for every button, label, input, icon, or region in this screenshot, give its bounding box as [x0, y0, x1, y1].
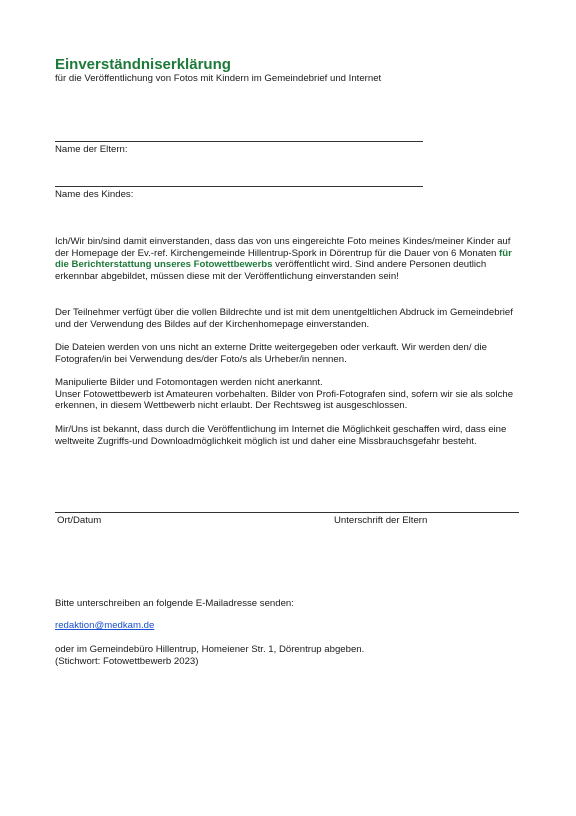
internet-risk-paragraph: Mir/Uns ist bekannt, dass durch die Veröffentlichung im Internet die Möglichkeit geschaffen wird, dass eine weltweite Zugriffs-und Downloadmöglichkeit möglich ist und daher eine Missbrauchsgefahr besteht.: [55, 424, 507, 447]
rules-line-manipulation: Manipulierte Bilder und Fotomontagen werden nicht anerkannt.: [55, 377, 323, 388]
consent-paragraph: [55, 236, 523, 282]
child-name-label: Name des Kindes:: [55, 189, 134, 200]
rights-paragraph: Der Teilnehmer verfügt über die vollen Bildrechte und ist mit dem unentgeltlichen Abdruck im Gemeindebrief und der Verwendung des Bildes auf der Kirchenhomepage einverstanden.: [55, 307, 513, 330]
rules-line-amateurs: Unser Fotowettbewerb ist Amateuren vorbehalten. Bilder von Profi-Fotografen sind, sofern wir sie als solche erkennen, in diesem Wettbewerb nicht erlaubt. Der Rechtsweg ist ausgeschlossen.: [55, 388, 514, 411]
page-title: Einverständniserklärung: [55, 56, 231, 73]
child-name-line[interactable]: [55, 186, 423, 187]
office-dropoff-text: oder im Gemeindebüro Hillentrup, Homeiener Str. 1, Dörentrup abgeben.: [55, 644, 365, 655]
send-instruction: Bitte unterschreiben an folgende E-Mailadresse senden:: [55, 598, 294, 609]
page-subtitle: für die Veröffentlichung von Fotos mit Kindern im Gemeindebrief und Internet: [55, 73, 382, 84]
keyword-text: (Stichwort: Fotowettbewerb 2023): [55, 656, 199, 667]
consent-text-end: veröffentlicht wird. Sind andere Personen deutlich erkennbar abgebildet, müssen diese mit der Veröffentlichung einverstanden sein!: [55, 259, 487, 282]
parents-name-line[interactable]: [55, 141, 423, 142]
parents-name-label: Name der Eltern:: [55, 144, 128, 155]
parents-signature-label: Unterschrift der Eltern: [334, 515, 428, 526]
consent-text-start: Ich/Wir bin/sind damit einverstanden, dass das von uns eingereichte Foto meines Kindes/meiner Kinder auf der Homepage der Ev.-ref. Kirchengemeinde Hillentrup-Spork in Dörentrup für die Dauer von 6 Monaten: [55, 236, 511, 259]
rules-paragraph: [55, 377, 523, 412]
email-link[interactable]: redaktion@medkam.de: [55, 620, 155, 631]
contest-highlight: für die Berichterstattung unseres Fotowettbewerbs: [55, 247, 512, 270]
signature-line[interactable]: [55, 512, 519, 513]
distribution-paragraph: Die Dateien werden von uns nicht an externe Dritte weitergegeben oder verkauft. Wir werden den/ die Fotografen/in bei Verwendung des/der Foto/s als Urheber/in nennen.: [55, 342, 487, 365]
place-date-label: Ort/Datum: [57, 515, 102, 526]
